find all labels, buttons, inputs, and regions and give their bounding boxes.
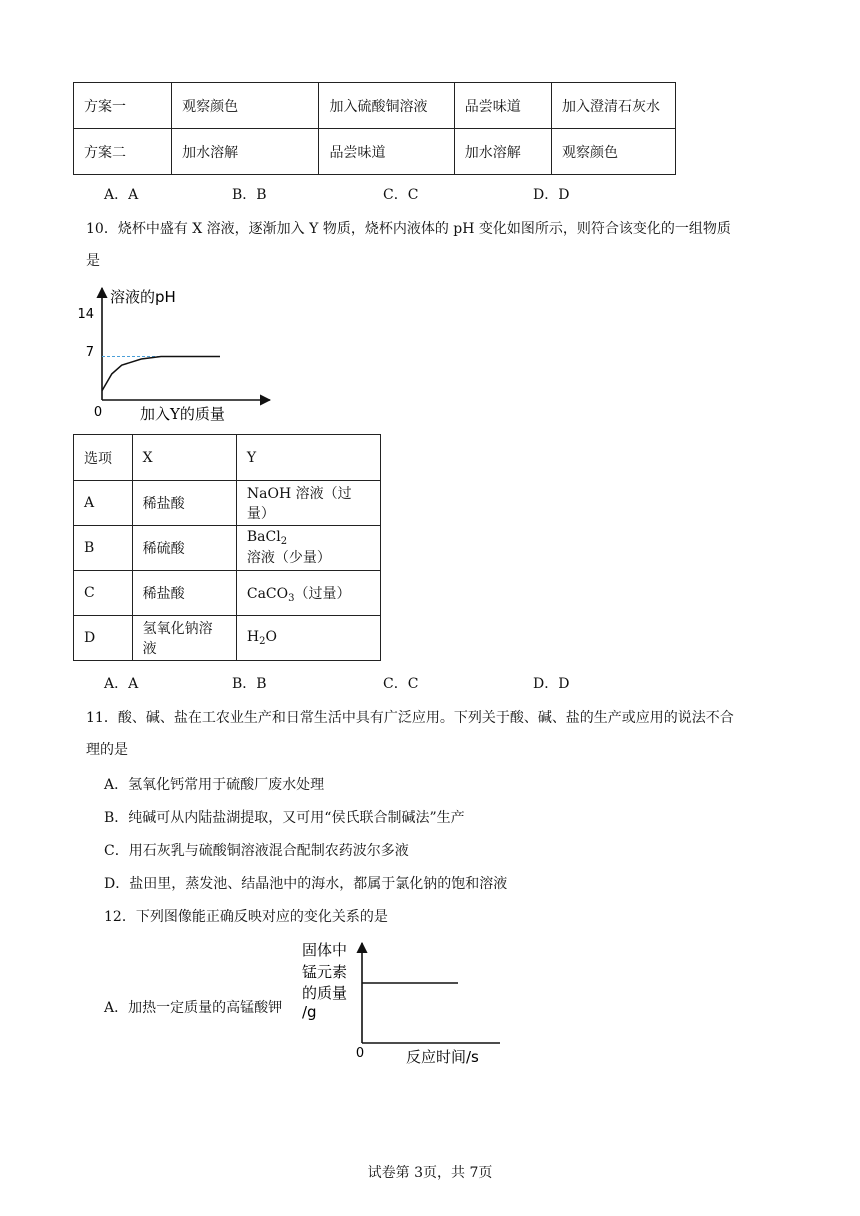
subscript: 2 — [280, 536, 288, 547]
q10-choice-c: C．C — [383, 676, 419, 692]
q10-x-label: 加入Y的质量 — [140, 405, 225, 423]
q9-choice-b: B．B — [232, 187, 267, 203]
q10-table-row — [74, 616, 381, 661]
q10-stem-line2: 是 — [86, 253, 100, 269]
q10-header-cell: 选项 — [74, 435, 133, 481]
q10-x-cell: 稀盐酸 — [132, 481, 236, 526]
q12-x-label: 反应时间/s — [406, 1048, 479, 1065]
q10-tick-7: 7 — [85, 345, 94, 360]
q10-x-cell: 稀盐酸 — [132, 571, 236, 616]
q10-option-cell: D — [74, 616, 133, 661]
y-text: NaOH 溶液（过量） — [246, 485, 352, 522]
q9-table-cell: 观察颜色 — [172, 83, 319, 129]
q12-y-label-1: 固体中 — [302, 941, 348, 959]
y-text: H — [246, 629, 260, 645]
q11-option-a: A．氢氧化钙常用于硫酸厂废水处理 — [104, 777, 325, 793]
q10-option-cell: C — [74, 571, 133, 616]
q10-choice-d: D．D — [533, 676, 570, 692]
q12-stem: 12．下列图像能正确反映对应的变化关系的是 — [104, 909, 388, 925]
y-text: 溶液（少量） — [246, 550, 331, 566]
q10-x-cell: 稀硫酸 — [132, 526, 236, 571]
q12-y-label-3: 的质量 — [302, 984, 348, 1002]
q11-option-c: C．用石灰乳与硫酸铜溶液混合配制农药波尔多液 — [104, 843, 409, 859]
q12-option-a: A．加热一定质量的高锰酸钾 — [104, 1000, 283, 1016]
q11-option-d: D．盐田里，蒸发池、结晶池中的海水，都属于氯化钠的饱和溶液 — [104, 876, 508, 892]
q9-table-cell: 加入硫酸铜溶液 — [319, 83, 454, 129]
q10-table-header — [74, 435, 381, 481]
q9-table-cell: 加水溶解 — [172, 129, 319, 175]
subscript: 3 — [288, 592, 295, 604]
q10-table — [73, 434, 381, 661]
q12-y-label-2: 锰元素 — [302, 963, 348, 981]
q10-option-cell: A — [74, 481, 133, 526]
q9-table-row — [74, 83, 676, 129]
q10-ph-chart — [70, 280, 330, 430]
q10-table-row — [74, 526, 381, 571]
y-text: BaCl — [246, 529, 281, 545]
q9-table-cell: 加水溶解 — [454, 129, 551, 175]
q9-table-row — [74, 129, 676, 175]
q9-table-cell: 品尝味道 — [454, 83, 551, 129]
q11-stem-line2: 理的是 — [86, 742, 128, 758]
q9-table-cell: 观察颜色 — [552, 129, 676, 175]
q10-choice-a: A．A — [104, 676, 139, 692]
q9-choice-a: A．A — [104, 187, 139, 203]
q9-table-cell: 方案二 — [74, 129, 172, 175]
q9-choice-c: C．C — [383, 187, 419, 203]
subscript: 2 — [259, 636, 266, 647]
q10-option-cell: B — [74, 526, 133, 571]
q10-origin-label: 0 — [93, 405, 103, 420]
q9-table-cell: 品尝味道 — [319, 129, 454, 175]
q10-header-cell: X — [132, 435, 236, 481]
q10-x-cell: 氢氧化钠溶液 — [132, 616, 236, 661]
q10-y-cell — [236, 616, 380, 661]
q9-choice-d: D．D — [533, 187, 570, 203]
y-text: （过量） — [294, 585, 351, 602]
q10-stem-line1: 10．烧杯中盛有 X 溶液，逐渐加入 Y 物质，烧杯内液体的 pH 变化如图所示，则符合该变化的一组物质 — [86, 221, 731, 237]
q12-origin-label: 0 — [355, 1046, 365, 1061]
q10-y-cell — [236, 526, 380, 571]
q9-table — [73, 82, 676, 175]
q10-ph-curve — [102, 357, 220, 391]
q10-y-cell — [236, 571, 380, 616]
page-footer: 试卷第 3页，共 7页 — [367, 1165, 493, 1181]
q10-header-cell: Y — [236, 435, 380, 481]
q9-table-cell: 加入澄清石灰水 — [552, 83, 676, 129]
q10-table-row — [74, 571, 381, 616]
q10-tick-14: 14 — [77, 307, 94, 322]
q12-y-label-4: /g — [302, 1003, 317, 1021]
q9-table-cell: 方案一 — [74, 83, 172, 129]
q11-stem-line1: 11．酸、碱、盐在工农业生产和日常生活中具有广泛应用。下列关于酸、碱、盐的生产或应用的说法不合 — [86, 710, 734, 726]
q10-y-label: 溶液的pH — [110, 288, 176, 306]
q10-choice-b: B．B — [232, 676, 267, 692]
q12-manganese-chart — [300, 935, 520, 1065]
q10-y-cell — [236, 481, 380, 526]
y-text: CaCO — [246, 585, 289, 602]
y-text: O — [265, 629, 277, 645]
q10-table-row — [74, 481, 381, 526]
q11-option-b: B．纯碱可从内陆盐湖提取，又可用“侯氏联合制碱法”生产 — [104, 810, 465, 826]
